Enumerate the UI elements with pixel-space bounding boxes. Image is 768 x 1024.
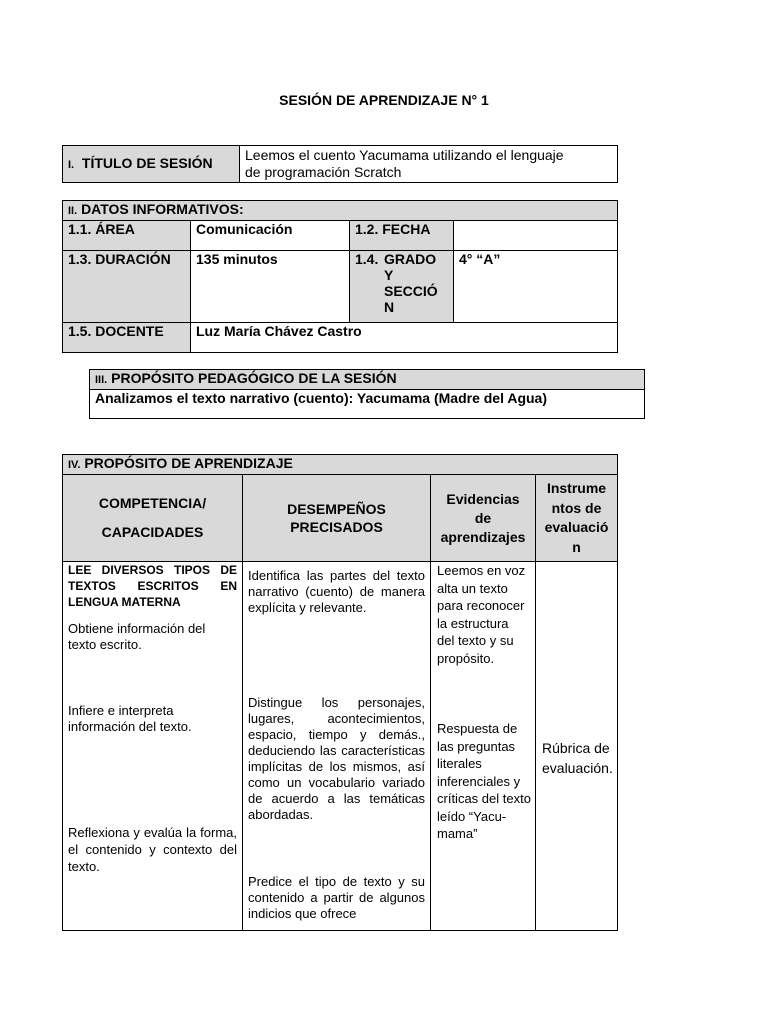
desempenos-header-line: DESEMPEÑOS: [287, 501, 386, 517]
capacidad-text: Infiere e interpreta información del texto.: [68, 703, 192, 734]
instrumento-text: Rúbrica de evaluación.: [542, 740, 613, 776]
grado-label-line: GRADO: [384, 251, 437, 267]
competencia-header-line: COMPETENCIA/: [98, 495, 207, 511]
area-value: Comunicación: [191, 221, 350, 251]
capacidad-text: Obtiene información del texto escrito.: [68, 621, 206, 652]
grado-label-cell: [350, 251, 454, 323]
docente-value: Luz María Chávez Castro: [191, 323, 618, 353]
desempeno-text: Distingue los personajes, lugares, acontecimientos, espacio, tiempo y demás., deduciendo las características implícitas de los mismos, así como un vocabulario variado de acuerdo a las temáticas abordadas.: [248, 695, 425, 822]
titulo-label-cell: [63, 146, 240, 183]
datos-informativos-table: [62, 200, 618, 353]
datos-header: [63, 201, 618, 221]
grado-label-line: SECCIÓ: [384, 283, 438, 299]
titulo-value-cell: [240, 146, 618, 183]
evidencias-header: [431, 475, 536, 562]
roman-numeral: IV.: [68, 459, 81, 471]
competencia-header-line: CAPACIDADES: [101, 524, 204, 540]
proposito-pedagogico-header: [90, 370, 645, 390]
page-title: SESIÓN DE APRENDIZAJE N° 1: [279, 92, 489, 108]
datos-label: DATOS INFORMATIVOS:: [81, 201, 244, 217]
duracion-label: 1.3. DURACIÓN: [63, 251, 191, 323]
roman-numeral: II.: [68, 205, 78, 217]
desempenos-header: [243, 475, 431, 562]
proposito-aprendizaje-table: [62, 454, 618, 931]
instrumentos-header-line: Instrume: [546, 480, 607, 496]
titulo-label: TÍTULO DE SESIÓN: [81, 155, 213, 171]
evidencias-cell: [431, 562, 536, 931]
evidencias-header-line: aprendizajes: [440, 528, 526, 545]
docente-label: 1.5. DOCENTE: [63, 323, 191, 353]
proposito-pedagogico-label: PROPÓSITO PEDAGÓGICO DE LA SESIÓN: [111, 370, 397, 386]
instrumentos-header-line: evaluació: [544, 519, 609, 535]
competencia-cell: [63, 562, 243, 931]
evidencias-header-line: de: [474, 509, 492, 526]
area-label: 1.1. ÁREA: [63, 221, 191, 251]
instrumentos-cell: [536, 562, 618, 931]
desempeno-text: Predice el tipo de texto y su contenido a partir de algunos indicios que ofrece: [248, 874, 425, 921]
grado-label-line: Y: [384, 267, 394, 283]
titulo-value-line-1: Leemos el cuento Yacumama utilizando el lenguaje: [245, 147, 564, 163]
instrumentos-header-line: n: [572, 538, 581, 555]
instrumentos-header-line: ntos de: [551, 499, 602, 516]
desempenos-header-line: PRECISADOS: [290, 519, 383, 535]
desempenos-cell: [243, 562, 431, 931]
proposito-aprendizaje-header: [63, 455, 618, 475]
instrumentos-header: [536, 475, 618, 562]
grado-value: 4° “A”: [454, 251, 618, 323]
duracion-value: 135 minutos: [191, 251, 350, 323]
evidencia-text: Respuesta de las preguntas literales inferenciales y críticas del texto leído “Yacu-mama”: [437, 721, 531, 841]
evidencia-text: Leemos en voz alta un texto para reconocer la estructura del texto y su propósito.: [437, 563, 526, 666]
competencia-text: LEE DIVERSOS TIPOS DE TEXTOS ESCRITOS EN LENGUA MATERNA: [68, 563, 237, 609]
roman-numeral: III.: [95, 374, 108, 386]
proposito-pedagogico-table: [89, 369, 645, 419]
proposito-pedagogico-value: Analizamos el texto narrativo (cuento): Yacumama (Madre del Agua): [90, 390, 645, 419]
fecha-value: [454, 221, 618, 251]
section-titulo-table: [62, 145, 618, 183]
grado-number: 1.4.: [355, 251, 379, 267]
grado-label-line: N: [384, 299, 395, 315]
fecha-label: 1.2. FECHA: [350, 221, 454, 251]
capacidad-text: Reflexiona y evalúa la forma, el contenido y contexto del texto.: [68, 825, 237, 874]
evidencias-header-line: Evidencias: [446, 490, 520, 507]
desempeno-text: Identifica las partes del texto narrativo (cuento) de manera explícita y relevante.: [248, 568, 425, 615]
titulo-value-line-2: de programación Scratch: [245, 164, 402, 180]
competencia-header: [63, 475, 243, 562]
roman-numeral: I.: [68, 159, 75, 171]
proposito-aprendizaje-label: PROPÓSITO DE APRENDIZAJE: [84, 455, 293, 471]
